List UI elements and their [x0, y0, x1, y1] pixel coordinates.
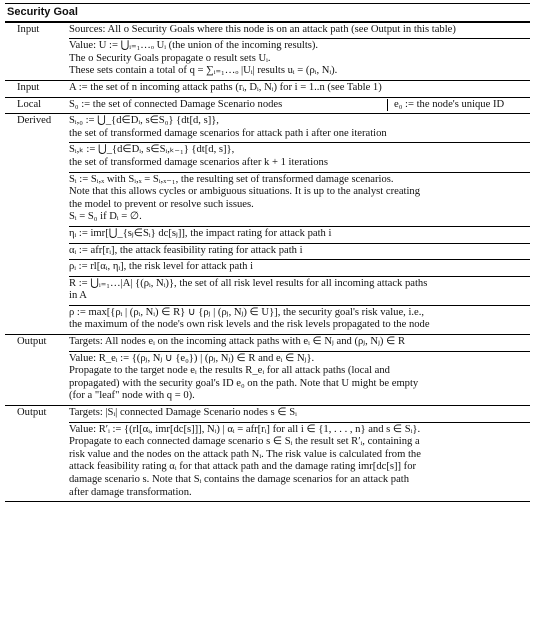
definition-cell — [69, 259, 530, 276]
definition-cell — [69, 351, 530, 405]
definition-table — [5, 22, 530, 503]
definition-cell — [69, 406, 530, 422]
definition-cell — [69, 81, 530, 97]
definition-line: the set of transformed damage scenarios after k + 1 iterations — [69, 156, 328, 168]
definition-line: R := ⋃ᵢ₌₁…|A| {(ρᵢ, Nᵢ)}, the set of all risk level results for all incoming attack paths — [69, 277, 428, 289]
definition-line: A := the set of n incoming attack paths (rᵢ, Dᵢ, Nᵢ) for i = 1..n (see Table 1) — [69, 81, 382, 93]
definition-line: Targets: |Sᵢ| connected Damage Scenario nodes s ∈ Sᵢ — [69, 407, 297, 419]
row-content — [65, 97, 530, 114]
row-label: Output — [5, 406, 65, 502]
row-label: Output — [5, 335, 65, 406]
row-label: Derived — [5, 114, 65, 335]
definition-line: Value: U := ⋃ᵢ₌₁…ₒ Uᵢ (the union of the incoming results). — [69, 40, 319, 52]
definition-line: These sets contain a total of q = ∑ᵢ₌₁…ₒ |Uᵢ| results uᵢ = (ρᵢ, Nᵢ). — [69, 65, 338, 77]
split-cell — [69, 98, 530, 114]
definition-line: Value: R_eᵢ := {(ρⱼ, Nⱼ ∪ {e₀}) | (ρⱼ, Nⱼ) ∈ R and eᵢ ∈ Nⱼ}. — [69, 352, 315, 364]
definition-line: Note that this allows cycles or ambiguous situations. It is up to the analyst creating — [69, 186, 421, 198]
definition-line: propagated) with the security goal's ID e₀ on the path. Note that U might be empty — [69, 377, 419, 389]
definition-cell — [69, 243, 530, 260]
section-row-input — [5, 22, 530, 80]
definition-line: ηᵢ := imr[⋃_{sⱼ∈Sᵢ} dc[sⱼ]], the impact rating for attack path i — [69, 227, 332, 239]
definition-cell — [69, 172, 530, 226]
row-content — [65, 406, 530, 502]
definition-line: (for a "leaf" node with q = 0). — [69, 390, 195, 402]
definition-line: αᵢ := afr[rᵢ], the attack feasibility rating for attack path i — [69, 244, 303, 256]
definition-line: ρᵢ := rl[αᵢ, ηᵢ], the risk level for attack path i — [69, 261, 254, 273]
definition-line: Propagate to the target node eᵢ the results R_eᵢ for all attack paths (local and — [69, 365, 390, 377]
definition-line: The o Security Goals propagate o result sets Uᵢ. — [69, 52, 271, 64]
section-row-output — [5, 406, 530, 502]
section-row-derived — [5, 114, 530, 335]
definition-cell — [69, 38, 530, 80]
definition-cell — [69, 114, 530, 142]
definition-line: Sᵢ,ₖ := ⋃_{d∈Dᵢ, s∈Sᵢ,ₖ₋₁} {dt[d, s]}, — [69, 144, 235, 156]
definition-line: the model to prevent or resolve such issues. — [69, 198, 254, 210]
security-goal-table — [5, 3, 530, 502]
section-row-output — [5, 335, 530, 406]
row-label: Input — [5, 22, 65, 80]
definition-line: damage scenario s. Note that Sᵢ contains the damage scenarios for an attack path — [69, 474, 410, 485]
definition-line: Value: R′ᵢ := {(rl[αᵢ, imr[dc[s]]], Nᵢ) | αᵢ = afr[rᵢ] for all i ∈ {1, . . . , n} and s ∈ Sᵢ}. — [69, 423, 421, 435]
definition-line: Sᵢ,₀ := ⋃_{d∈Dᵢ, s∈S₀} {dt[d, s]}, — [69, 115, 219, 127]
local-id-definition: e₀ := the node's unique ID — [394, 98, 505, 110]
row-content — [65, 114, 530, 335]
definition-line: in A — [69, 290, 87, 302]
definition-line: the maximum of the node's own risk levels and the risk levels propagated to the node — [69, 319, 430, 331]
row-label: Input — [5, 80, 65, 97]
local-set-definition: S₀ := the set of connected Damage Scenario nodes — [69, 99, 388, 112]
table-title: Security Goal — [5, 3, 530, 22]
section-row-input — [5, 80, 530, 97]
section-row-local — [5, 97, 530, 114]
definition-line: Sources: All o Security Goals where this node is on an attack path (see Output in this table) — [69, 23, 456, 35]
definition-cell — [69, 305, 530, 334]
row-content — [65, 335, 530, 406]
definition-cell — [69, 142, 530, 171]
definition-line: Sᵢ := Sᵢ,ₓ with Sᵢ,ₓ = Sᵢ,ₓ₋₁, the resulting set of transformed damage scenarios. — [69, 173, 394, 185]
definition-cell — [69, 23, 530, 39]
definition-cell — [69, 335, 530, 351]
definition-cell — [69, 226, 530, 243]
definition-line: Targets: All nodes eᵢ on the incoming attack paths with eᵢ ∈ Nⱼ and (ρⱼ, Nⱼ) ∈ R — [69, 336, 406, 348]
definition-line: risk value and the nodes on the attack path Nᵢ. The risk value is calculated from the — [69, 448, 421, 460]
definition-line: ρ := max[{ρᵢ | (ρᵢ, Nᵢ) ∈ R} ∪ {ρⱼ | (ρⱼ, Nⱼ) ∈ U}], the security goal's risk value, i.e., — [69, 306, 425, 318]
row-content — [65, 22, 530, 80]
definition-cell — [69, 276, 530, 305]
definition-line: after damage transformation. — [69, 486, 192, 498]
definition-line: attack feasibility rating αᵢ for that attack path and the damage rating imr[dc[s]] for — [69, 461, 417, 473]
row-label: Local — [5, 97, 65, 114]
definition-line: the set of transformed damage scenarios for attack path i after one iteration — [69, 127, 387, 139]
definition-cell — [69, 422, 530, 502]
definition-line: Propagate to each connected damage scenario s ∈ Sᵢ the result set R′ᵢ, containing a — [69, 436, 420, 448]
definition-line: Sᵢ = S₀ if Dᵢ = ∅. — [69, 211, 142, 223]
row-content — [65, 80, 530, 97]
